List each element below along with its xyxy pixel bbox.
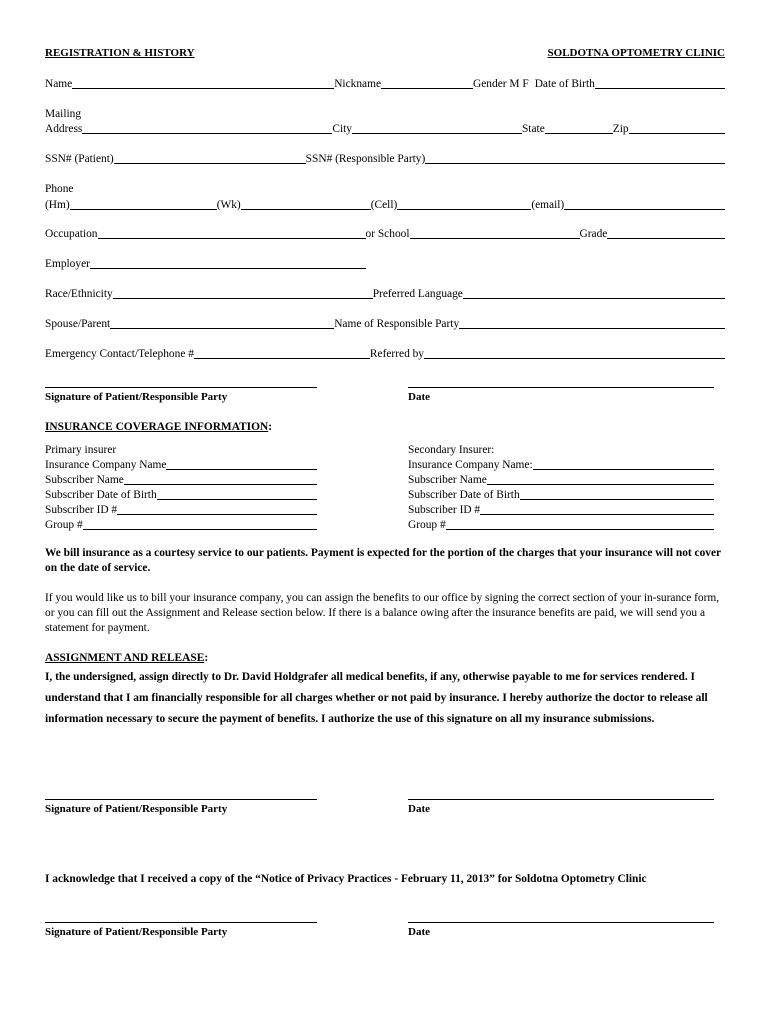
secondary-subscriber-row <box>408 472 714 487</box>
secondary-id-label: Subscriber ID # <box>408 503 481 516</box>
ssn-responsible-field[interactable] <box>425 152 725 164</box>
zip-label: Zip <box>612 123 629 135</box>
date-label-1: Date <box>408 391 430 403</box>
referred-label: Referred by <box>369 348 424 360</box>
assignment-heading-text: ASSIGNMENT AND RELEASE <box>45 652 205 664</box>
work-phone-field[interactable] <box>241 198 371 210</box>
signature-line-3[interactable] <box>45 922 317 923</box>
primary-id-row <box>45 502 317 517</box>
form-header <box>45 47 725 61</box>
secondary-subscriber-label: Subscriber Name <box>408 473 487 486</box>
date-line-3[interactable] <box>408 922 714 923</box>
insurance-heading-text: INSURANCE COVERAGE INFORMATION <box>45 421 269 433</box>
name-row <box>45 77 725 91</box>
employer-row <box>45 257 725 271</box>
race-row <box>45 287 725 301</box>
primary-group-field[interactable] <box>83 518 317 530</box>
employer-label: Employer <box>45 258 90 270</box>
primary-company-field[interactable] <box>166 458 317 470</box>
primary-company-row <box>45 457 317 472</box>
secondary-insurer-block <box>408 442 714 532</box>
spouse-label: Spouse/Parent <box>45 318 111 330</box>
nickname-label: Nickname <box>334 78 382 90</box>
date-label-2: Date <box>408 803 430 815</box>
secondary-group-field[interactable] <box>446 518 714 530</box>
state-label: State <box>521 123 545 135</box>
school-label: or School <box>365 228 410 240</box>
occupation-label: Occupation <box>45 228 98 240</box>
address-field[interactable] <box>82 122 332 134</box>
signature-label-1: Signature of Patient/Responsible Party <box>45 391 228 403</box>
assignment-heading-colon: : <box>204 652 209 664</box>
phone-row <box>45 198 725 212</box>
signature-line-2[interactable] <box>45 799 317 800</box>
email-label: (email) <box>531 199 565 211</box>
courtesy-notice: We bill insurance as a courtesy service to our patients. Payment is expected for the portion of the charges that your insurance will not cover on the date of service. <box>45 547 721 574</box>
primary-dob-row <box>45 487 317 502</box>
date-label-3: Date <box>408 926 430 938</box>
language-label: Preferred Language <box>372 288 463 300</box>
ssn-row <box>45 152 725 166</box>
city-label: City <box>332 123 352 135</box>
zip-field[interactable] <box>629 122 725 134</box>
home-phone-label: (Hm) <box>45 199 70 211</box>
date-line-1[interactable] <box>408 387 714 388</box>
address-row <box>45 122 725 136</box>
employer-field[interactable] <box>90 257 366 269</box>
primary-insurer-title: Primary insurer <box>45 443 117 456</box>
cell-phone-label: (Cell) <box>370 199 398 211</box>
grade-field[interactable] <box>607 227 725 239</box>
cell-phone-field[interactable] <box>397 198 531 210</box>
emergency-label: Emergency Contact/Telephone # <box>45 348 194 360</box>
secondary-company-row <box>408 457 714 472</box>
privacy-acknowledgement: I acknowledge that I received a copy of the “Notice of Privacy Practices - February 11, 2013” for Soldotna Optometry Clinic <box>45 873 647 885</box>
primary-dob-label: Subscriber Date of Birth <box>45 488 157 501</box>
signature-label-3: Signature of Patient/Responsible Party <box>45 926 228 938</box>
spouse-row <box>45 317 725 331</box>
assignment-text: I, the undersigned, assign directly to Dr. David Holdgrafer all medical benefits, if any, otherwise payable to me for services rendered. I understand that I am financially responsible for all charges whether or not paid by insurance. I hereby authorize the doctor to release all information necessary to secure the payment of benefits. I authorize the use of this signature on all my insurance submissions. <box>45 671 708 725</box>
primary-dob-field[interactable] <box>157 488 317 500</box>
primary-company-label: Insurance Company Name <box>45 458 167 471</box>
secondary-dob-label: Subscriber Date of Birth <box>408 488 520 501</box>
name-field[interactable] <box>72 77 334 89</box>
emergency-row <box>45 347 725 361</box>
primary-subscriber-label: Subscriber Name <box>45 473 124 486</box>
address-label: Address <box>45 123 83 135</box>
secondary-dob-field[interactable] <box>520 488 714 500</box>
secondary-dob-row <box>408 487 714 502</box>
ssn-responsible-label: SSN# (Responsible Party) <box>305 153 426 165</box>
secondary-group-row <box>408 517 714 532</box>
responsible-name-field[interactable] <box>459 317 725 329</box>
secondary-id-row <box>408 502 714 517</box>
primary-subscriber-row <box>45 472 317 487</box>
primary-id-field[interactable] <box>117 503 317 515</box>
phone-label: Phone <box>45 183 74 195</box>
secondary-id-field[interactable] <box>480 503 714 515</box>
referred-field[interactable] <box>424 347 725 359</box>
work-phone-label: (Wk) <box>216 199 241 211</box>
nickname-field[interactable] <box>381 77 473 89</box>
insurance-heading <box>45 420 725 434</box>
billing-paragraph: If you would like us to bill your insurance company, you can assign the benefits to our office by signing the correct section of your in-surance form, or you can fill out the Assignment and Release section below. If there is a balance owing after the insurance benefits are paid, we will send you a statement for payment. <box>45 592 720 634</box>
occupation-field[interactable] <box>98 227 366 239</box>
form-title: REGISTRATION & HISTORY <box>45 47 195 59</box>
gender-label[interactable]: Gender M F <box>473 78 529 90</box>
secondary-company-field[interactable] <box>533 458 714 470</box>
state-field[interactable] <box>545 122 613 134</box>
primary-id-label: Subscriber ID # <box>45 503 118 516</box>
primary-subscriber-field[interactable] <box>124 473 317 485</box>
assignment-heading <box>45 651 725 665</box>
race-label: Race/Ethnicity <box>45 288 113 300</box>
school-field[interactable] <box>410 227 580 239</box>
city-field[interactable] <box>352 122 522 134</box>
dob-label: Date of Birth <box>534 78 595 90</box>
secondary-group-label: Group # <box>408 518 446 531</box>
ssn-patient-label: SSN# (Patient) <box>45 153 114 165</box>
insurance-heading-colon: : <box>268 421 272 433</box>
mailing-label: Mailing <box>45 108 82 120</box>
signature-label-2: Signature of Patient/Responsible Party <box>45 803 228 815</box>
race-field[interactable] <box>113 287 373 299</box>
signature-line-1[interactable] <box>45 387 317 388</box>
secondary-subscriber-field[interactable] <box>487 473 714 485</box>
responsible-name-label: Name of Responsible Party <box>334 318 460 330</box>
spouse-field[interactable] <box>110 317 334 329</box>
primary-group-label: Group # <box>45 518 83 531</box>
email-field[interactable] <box>564 198 725 210</box>
secondary-insurer-title: Secondary Insurer: <box>408 443 495 456</box>
primary-insurer-block <box>45 442 317 532</box>
occupation-row <box>45 227 725 241</box>
dob-field[interactable] <box>595 77 725 89</box>
secondary-company-label: Insurance Company Name: <box>408 458 533 471</box>
grade-label: Grade <box>579 228 608 240</box>
clinic-name: SOLDOTNA OPTOMETRY CLINIC <box>547 47 725 59</box>
language-field[interactable] <box>463 287 725 299</box>
date-line-2[interactable] <box>408 799 714 800</box>
emergency-field[interactable] <box>194 347 370 359</box>
home-phone-field[interactable] <box>70 198 217 210</box>
name-label: Name <box>45 78 73 90</box>
primary-group-row <box>45 517 317 532</box>
ssn-patient-field[interactable] <box>114 152 306 164</box>
